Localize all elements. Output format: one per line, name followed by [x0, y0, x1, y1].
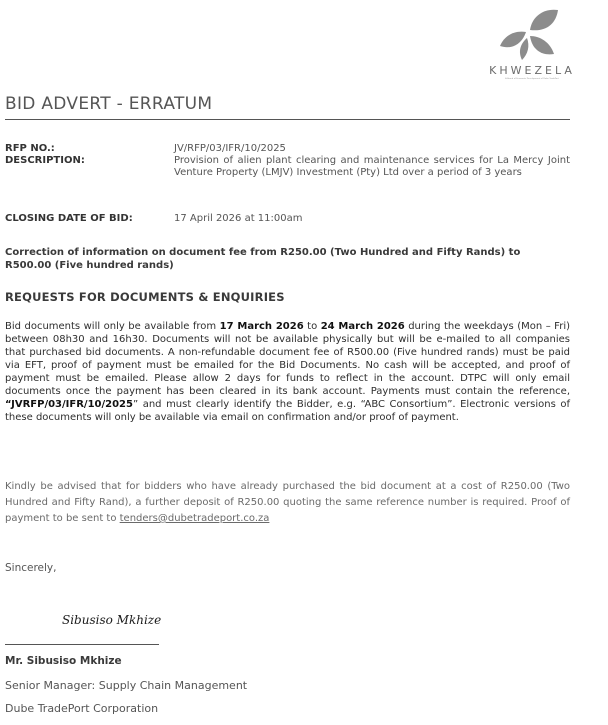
closing-date-value: 17 April 2026 at 11:00am	[174, 213, 303, 224]
para-text-4: ” and must clearly identify the Bidder, e.g. “ABC Consortium”. Electronic versions of these documents will only be available via email on confirmation and/or proof of payment.	[5, 399, 570, 423]
correction-notice: Correction of information on document fee from R250.00 (Two Hundred and Fifty Rands) to R500.00 (Five hundred rands)	[5, 247, 521, 271]
leaf-logo-icon	[496, 6, 566, 62]
description-label: DESCRIPTION:	[5, 155, 85, 166]
signature-line	[5, 644, 159, 645]
payment-reference: “JVRFP/03/IFR/10/2025	[5, 399, 133, 410]
rfp-no-value: JV/RFP/03/IFR/10/2025	[174, 143, 286, 154]
section-heading: REQUESTS FOR DOCUMENTS & ENQUIRIES	[5, 290, 285, 304]
closing-date-label: CLOSING DATE OF BID:	[5, 213, 133, 224]
para-text-3: during the weekdays (Mon – Fri) between 08h30 and 16h30. Documents will not be available physically but will be e-mailed to all companies that purchased bid documents. A non-refundable document fee of R500.00 (Five hundred rands) must be paid via EFT, proof of payment must be emailed for the Bid Documents. No cash will be accepted, and proof of payment must be emailed. Please allow 2 days for funds to reflect in the account. DTPC will only email documents once the payment has been cleared in its bank account. Payments must contain the reference,	[5, 321, 571, 397]
title-divider	[5, 119, 570, 120]
rfp-no-label: RFP NO.:	[5, 143, 55, 154]
deposit-notice-text: Kindly be advised that for bidders who have already purchased the bid document at a cost of R250.00 (Two Hundred and Fifty Rand), a further deposit of R250.00 quoting the same reference number is required. Proof of payment to be sent to	[5, 481, 570, 524]
signer-name: Mr. Sibusiso Mkhize	[5, 655, 122, 667]
salutation: Sincerely,	[5, 562, 57, 574]
page-title: BID ADVERT - ERRATUM	[5, 94, 213, 114]
description-value: Provision of alien plant clearing and maintenance services for La Mercy Joint Venture Property (LMJV) Investment (Pty) Ltd over a period of 3 years	[174, 155, 570, 178]
logo-tagline: A Brand of Economic Development of Dube TradePort	[505, 78, 559, 80]
date-to: 24 March 2026	[320, 321, 405, 332]
signature	[60, 606, 170, 634]
tenders-email-link[interactable]: tenders@dubetradeport.co.za	[119, 513, 270, 524]
signature-text: Sibusiso Mkhize	[62, 613, 162, 627]
khwezela-logo	[466, 6, 596, 82]
para-text-2: to	[303, 321, 321, 332]
requests-paragraph	[5, 320, 570, 424]
signer-title: Senior Manager: Supply Chain Management	[5, 679, 248, 692]
logo-wordmark: KHWEZELA	[489, 64, 575, 77]
deposit-notice	[5, 479, 570, 527]
date-from: 17 March 2026	[219, 321, 304, 332]
para-text-1: Bid documents will only be available from	[5, 321, 220, 332]
signer-organisation: Dube TradePort Corporation	[5, 702, 159, 715]
